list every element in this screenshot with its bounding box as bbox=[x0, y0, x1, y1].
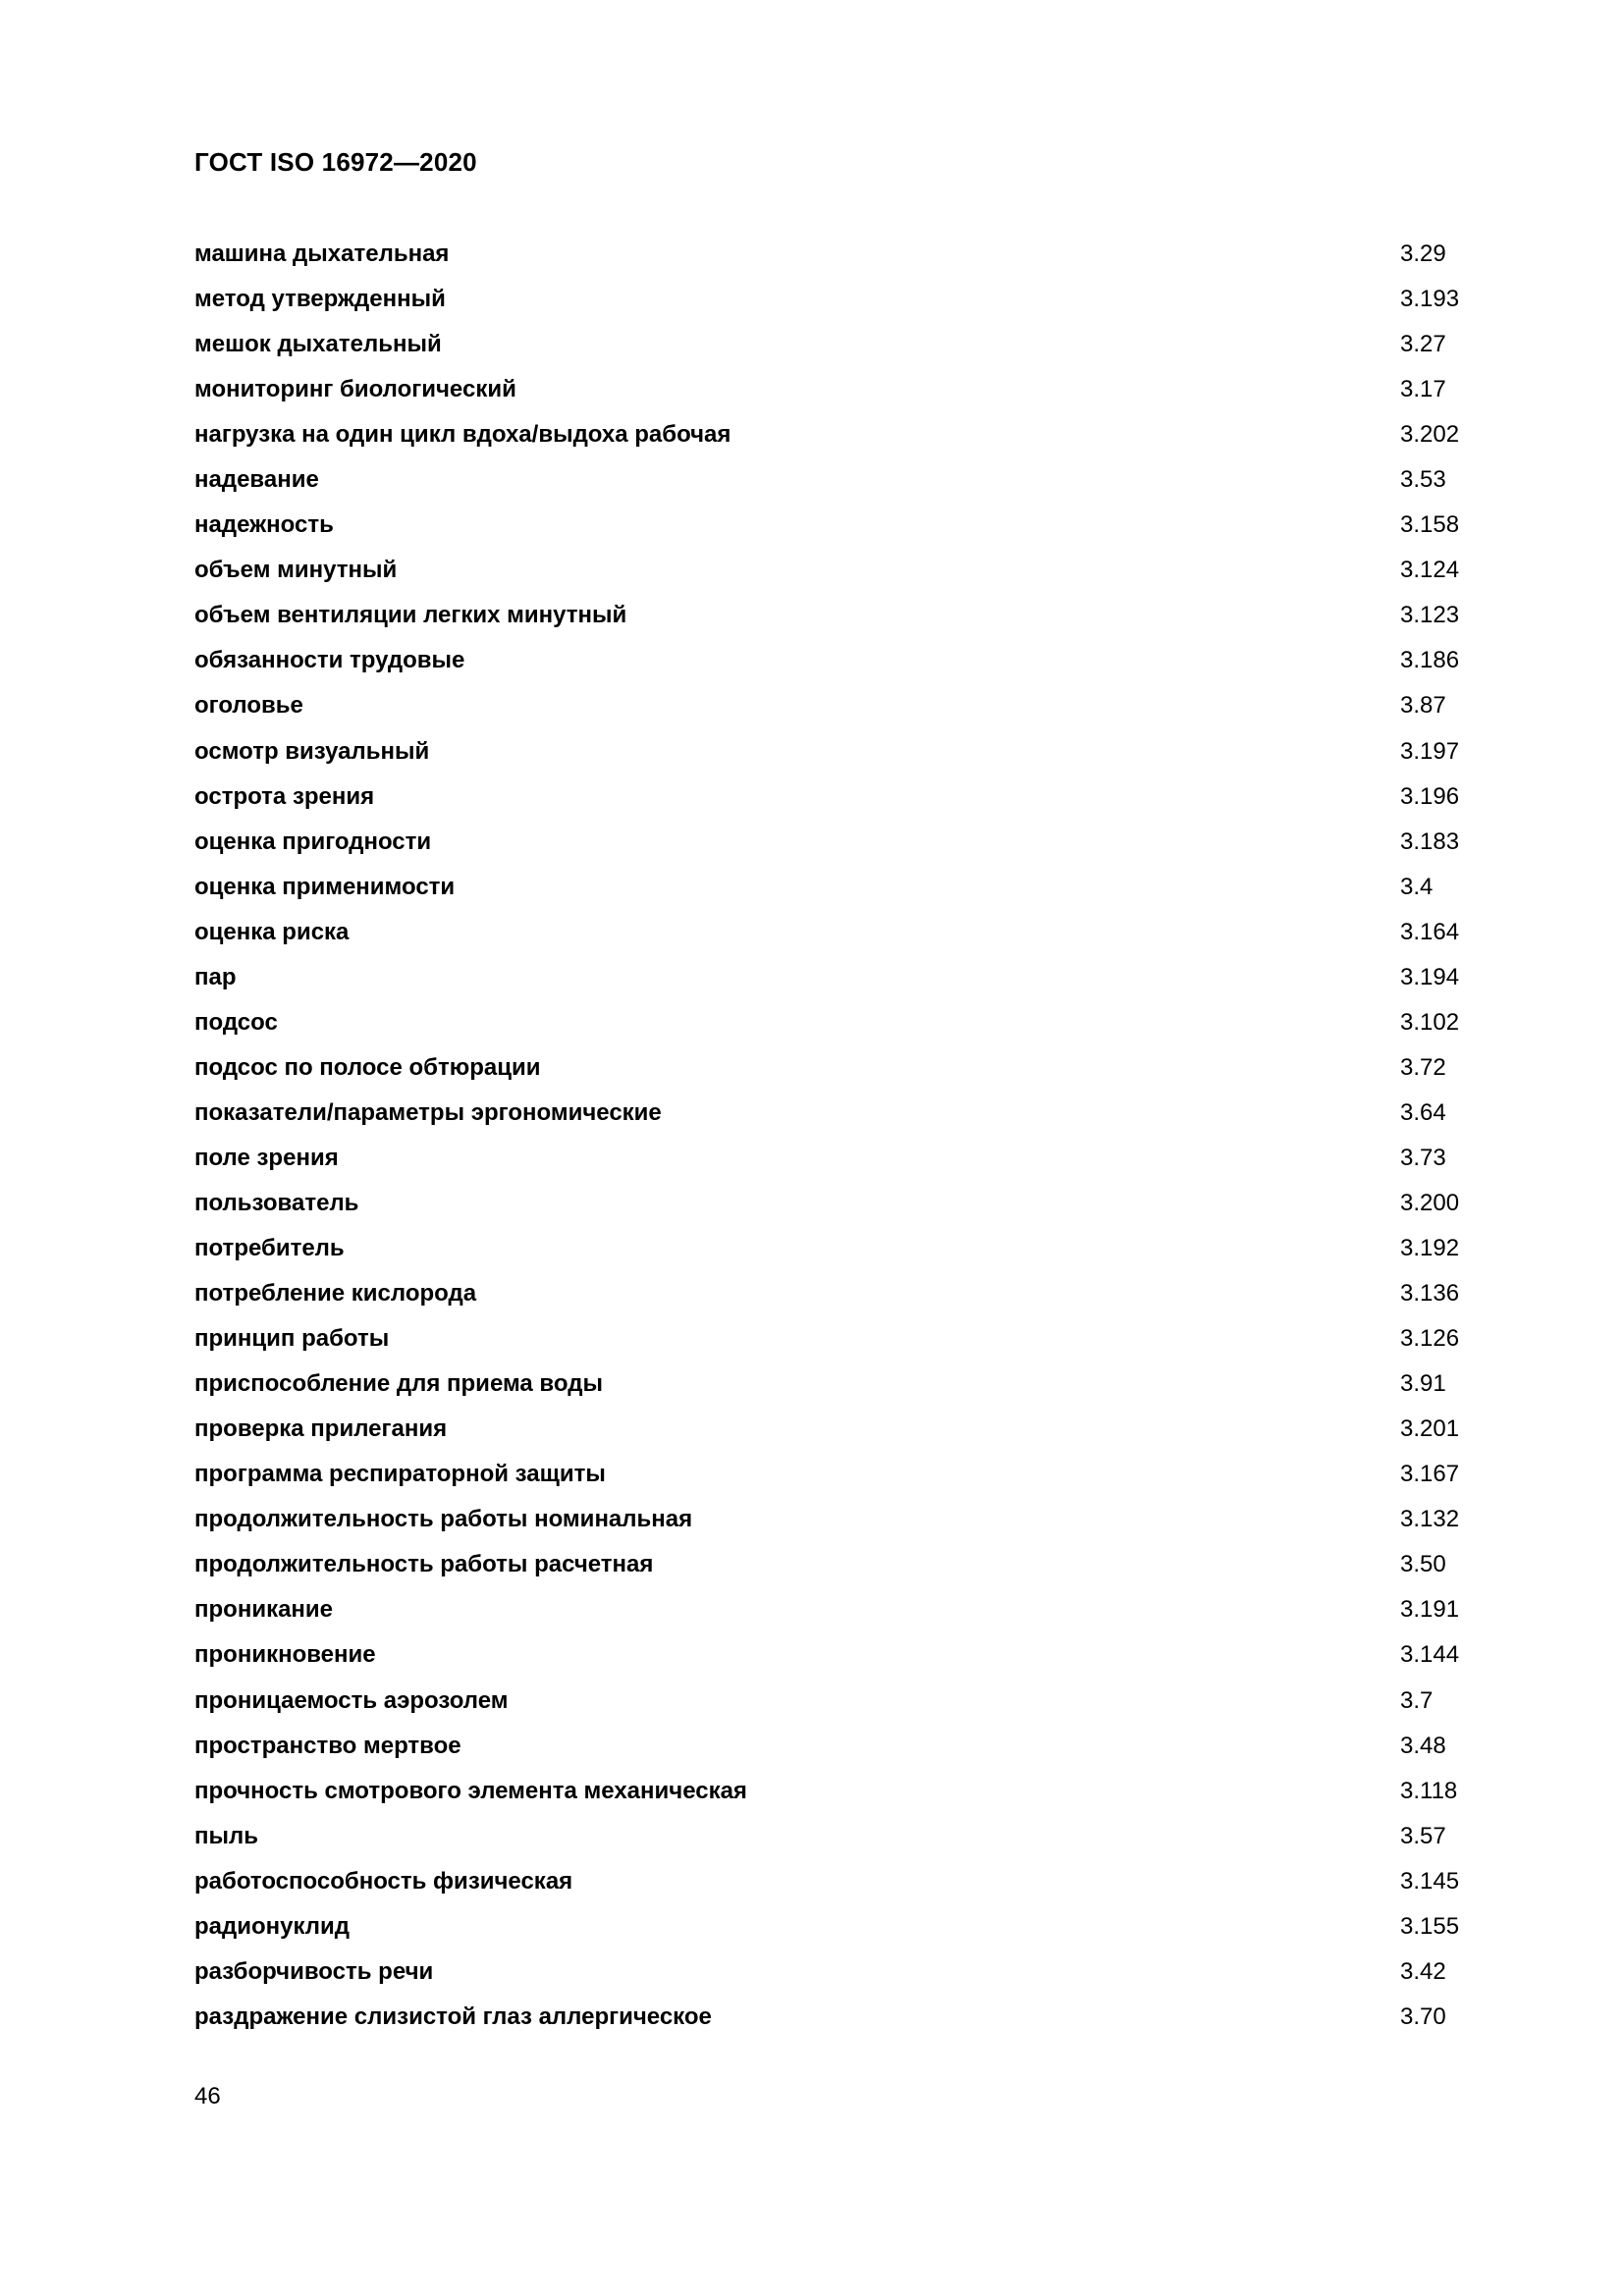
index-reference: 3.201 bbox=[1400, 1415, 1460, 1443]
index-term: нагрузка на один цикл вдоха/выдоха рабочая bbox=[194, 421, 731, 449]
index-reference: 3.144 bbox=[1400, 1641, 1460, 1669]
index-row bbox=[194, 1005, 1471, 1050]
index-term: объем минутный bbox=[194, 557, 398, 584]
index-row bbox=[194, 507, 1471, 553]
index-row bbox=[194, 1366, 1471, 1412]
index-term: работоспособность физическая bbox=[194, 1867, 573, 1895]
index-reference: 3.124 bbox=[1400, 557, 1460, 584]
index-row bbox=[194, 915, 1471, 960]
index-row bbox=[194, 734, 1471, 779]
index-reference: 3.145 bbox=[1400, 1867, 1460, 1895]
index-row bbox=[194, 1231, 1471, 1276]
index-row bbox=[194, 1909, 1471, 1954]
index-term: пар bbox=[194, 963, 237, 990]
index-term: машина дыхательная bbox=[194, 240, 450, 267]
index-reference: 3.191 bbox=[1400, 1596, 1460, 1624]
index-term: острота зрения bbox=[194, 782, 375, 810]
index-reference: 3.53 bbox=[1400, 466, 1446, 494]
index-row bbox=[194, 1321, 1471, 1366]
index-reference: 3.193 bbox=[1400, 286, 1460, 313]
index-row bbox=[194, 598, 1471, 643]
index-term: мониторинг биологический bbox=[194, 376, 516, 403]
index-term: продолжительность работы номинальная bbox=[194, 1506, 693, 1533]
index-row bbox=[194, 1954, 1471, 2000]
index-term: пользователь bbox=[194, 1189, 359, 1216]
index-term: метод утвержденный bbox=[194, 286, 446, 313]
index-reference: 3.200 bbox=[1400, 1189, 1460, 1216]
index-row bbox=[194, 2000, 1471, 2045]
index-reference: 3.192 bbox=[1400, 1235, 1460, 1262]
page-number: 46 bbox=[194, 2083, 221, 2109]
index-term: осмотр визуальный bbox=[194, 737, 430, 765]
index-reference: 3.70 bbox=[1400, 2002, 1446, 2030]
index-reference: 3.123 bbox=[1400, 602, 1460, 629]
index-row bbox=[194, 327, 1471, 372]
index-row bbox=[194, 1592, 1471, 1637]
index-reference: 3.4 bbox=[1400, 873, 1434, 900]
index-term: объем вентиляции легких минутный bbox=[194, 602, 627, 629]
index-reference: 3.72 bbox=[1400, 1053, 1446, 1081]
index-reference: 3.7 bbox=[1400, 1686, 1434, 1714]
index-row bbox=[194, 870, 1471, 915]
index-term: оценка применимости bbox=[194, 873, 456, 900]
index-term: обязанности трудовые bbox=[194, 647, 465, 674]
index-row bbox=[194, 643, 1471, 688]
index-row bbox=[194, 1050, 1471, 1095]
index-reference: 3.87 bbox=[1400, 692, 1446, 720]
index-row bbox=[194, 1683, 1471, 1729]
index-row bbox=[194, 779, 1471, 825]
index-row bbox=[194, 1729, 1471, 1774]
index-row bbox=[194, 1864, 1471, 1909]
index-row bbox=[194, 1547, 1471, 1592]
index-term: потребитель bbox=[194, 1235, 345, 1262]
index-row bbox=[194, 1186, 1471, 1231]
index-reference: 3.27 bbox=[1400, 331, 1446, 358]
index-term: прочность смотрового элемента механическая bbox=[194, 1777, 747, 1804]
index-row bbox=[194, 372, 1471, 417]
index-term: надежность bbox=[194, 511, 334, 539]
index-row bbox=[194, 1412, 1471, 1457]
index-row bbox=[194, 417, 1471, 462]
index-term: проникание bbox=[194, 1596, 334, 1624]
index-reference: 3.57 bbox=[1400, 1822, 1446, 1849]
index-reference: 3.50 bbox=[1400, 1551, 1446, 1578]
index-reference: 3.196 bbox=[1400, 782, 1460, 810]
index-row bbox=[194, 1637, 1471, 1682]
index-term: мешок дыхательный bbox=[194, 331, 442, 358]
index-term: раздражение слизистой глаз аллергическое bbox=[194, 2002, 712, 2030]
index-row bbox=[194, 1502, 1471, 1547]
index-row bbox=[194, 825, 1471, 870]
index-term: принцип работы bbox=[194, 1325, 390, 1353]
index-reference: 3.194 bbox=[1400, 963, 1460, 990]
index-reference: 3.155 bbox=[1400, 1912, 1460, 1940]
index-reference: 3.102 bbox=[1400, 1008, 1460, 1036]
index-reference: 3.73 bbox=[1400, 1144, 1446, 1171]
index-reference: 3.42 bbox=[1400, 1957, 1446, 1985]
index-reference: 3.29 bbox=[1400, 240, 1446, 267]
index-term: радионуклид bbox=[194, 1912, 351, 1940]
index-row bbox=[194, 1276, 1471, 1321]
index-term: проникновение bbox=[194, 1641, 376, 1669]
index-row bbox=[194, 553, 1471, 598]
index-row bbox=[194, 1141, 1471, 1186]
index-reference: 3.186 bbox=[1400, 647, 1460, 674]
index-term: проницаемость аэрозолем bbox=[194, 1686, 509, 1714]
index-reference: 3.167 bbox=[1400, 1461, 1460, 1488]
index-reference: 3.17 bbox=[1400, 376, 1446, 403]
index-term: продолжительность работы расчетная bbox=[194, 1551, 654, 1578]
index-term: подсос по полосе обтюрации bbox=[194, 1053, 541, 1081]
index-reference: 3.64 bbox=[1400, 1098, 1446, 1126]
index-reference: 3.164 bbox=[1400, 918, 1460, 945]
index-term: приспособление для приема воды bbox=[194, 1370, 603, 1398]
index-term: проверка прилегания bbox=[194, 1415, 448, 1443]
document-header: ГОСТ ISO 16972—2020 bbox=[194, 147, 477, 177]
index-reference: 3.158 bbox=[1400, 511, 1460, 539]
index-term: подсос bbox=[194, 1008, 278, 1036]
index-term: потребление кислорода bbox=[194, 1280, 477, 1308]
index-row bbox=[194, 1095, 1471, 1141]
index-term: поле зрения bbox=[194, 1144, 339, 1171]
index-row bbox=[194, 237, 1471, 282]
index-reference: 3.197 bbox=[1400, 737, 1460, 765]
index-term: оценка пригодности bbox=[194, 828, 432, 855]
index-term: программа респираторной защиты bbox=[194, 1461, 606, 1488]
index-term: надевание bbox=[194, 466, 319, 494]
term-index-list bbox=[194, 237, 1471, 2045]
index-row bbox=[194, 688, 1471, 733]
index-row bbox=[194, 1774, 1471, 1819]
index-reference: 3.183 bbox=[1400, 828, 1460, 855]
index-term: оценка риска bbox=[194, 918, 350, 945]
index-row bbox=[194, 462, 1471, 507]
index-row bbox=[194, 960, 1471, 1005]
index-row bbox=[194, 1457, 1471, 1502]
index-term: пыль bbox=[194, 1822, 258, 1849]
index-reference: 3.118 bbox=[1400, 1777, 1458, 1804]
index-reference: 3.48 bbox=[1400, 1732, 1446, 1759]
index-row bbox=[194, 1819, 1471, 1864]
index-term: разборчивость речи bbox=[194, 1957, 434, 1985]
index-row bbox=[194, 282, 1471, 327]
index-term: показатели/параметры эргономические bbox=[194, 1098, 662, 1126]
index-reference: 3.136 bbox=[1400, 1280, 1460, 1308]
index-reference: 3.91 bbox=[1400, 1370, 1446, 1398]
index-reference: 3.126 bbox=[1400, 1325, 1460, 1353]
index-reference: 3.202 bbox=[1400, 421, 1460, 449]
index-reference: 3.132 bbox=[1400, 1506, 1460, 1533]
index-term: пространство мертвое bbox=[194, 1732, 461, 1759]
index-term: оголовье bbox=[194, 692, 303, 720]
